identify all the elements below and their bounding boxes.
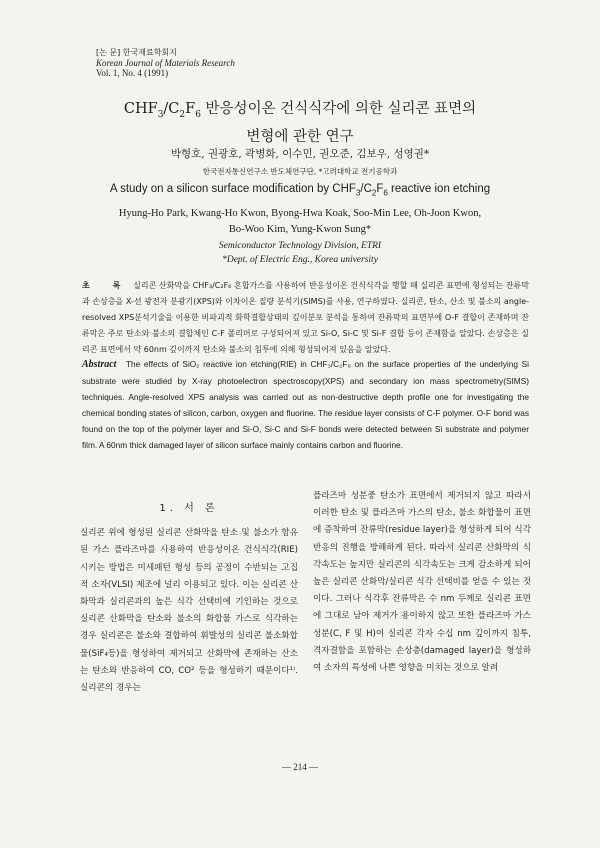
abstract-english (82, 356, 529, 453)
body-text-left: 실리콘 위에 형성된 실리콘 산화막을 탄소 및 불소가 함유된 가스 플라즈마를 사용하여 반응성이온 건식식각(RIE) 시키는 방법은 미세패턴 형성 등의 공정이 수반되는 고집적 소자(VLSI) 제조에 널리 이용되고 있다. 이는 실리콘 산화막과 실리콘과의 높은 식각 선택비에 기인하는 것으로 실리콘 산화막을 탄소와 불소의 화합물 가스로 식각하는 경우 실리콘은 불소와 결합하여 휘발성의 실리콘 불소화합물(SiF₄등)을 형성하여 제거되고 산화막에 존재하는 산소는 탄소와 반응하여 CO, CO² 등을 형성하기 때문이다¹⁾. 실리콘의 경우는 (80, 528, 298, 694)
title-korean (0, 98, 600, 148)
section-heading-introduction: 1. 서 론 (159, 503, 219, 514)
authors-korean: 박형호, 권광호, 곽병화, 이수민, 권오준, 김보우, 성영권* (170, 148, 430, 160)
journal-name: Korean Journal of Materials Research (96, 58, 235, 68)
title-korean-line2: 변형에 관한 연구 (246, 128, 354, 145)
authors-english: Hyung-Ho Park, Kwang-Ho Kwon, Byong-Hwa Koak, Soo-Min Lee, Oh-Joon Kwon, Bo-Woo Kim, Yung-Kwon Sung* (118, 208, 482, 235)
article-type: [논 문] 한국재료학회지 (96, 48, 177, 57)
body-column-right (313, 488, 531, 677)
journal-volume: Vol. 1, No. 4 (1991) (96, 68, 169, 78)
abstract-korean-text: 실리콘 산화막을 CHF₃/C₂F₆ 혼합가스를 사용하여 반응성이온 건식식각을 행할 때 실리콘 표면에 형성되는 잔류막과 손상층을 X-선 광전자 분광기(XPS)와 이차이온 질량 분석기(SIMS)를 사용, 연구하였다. 실리콘, 탄소, 산소 및 불소의 angle-resolved XPS분석기술을 이용한 비파괴적 화학결합상태의 깊이분포 분석을 통하여 잔류막의 표면부에 O-F 결합이 존재하며 잔류막은 주로 탄소와 불소의 결합체인 C-F 폴리머로 구성되어져 있고 Si-O, Si-C 및 Si-F 결합 등이 존재함을 알았다. 손상층은 실리콘 표면에서 약 60nm 깊이까지 탄소와 불소의 침투에 의해 형성되어져 있음을 알았다. (82, 281, 529, 354)
affiliation-korean: 한국전자통신연구소 반도체연구단, *고려대학교 전기공학과 (202, 167, 398, 176)
title-english: A study on a silicon surface modification by $CHF_3/C_2F_6$ reactive ion etching (109, 183, 491, 198)
abstract-korean-label: 초 록 (82, 281, 131, 290)
abstract-english-label: Abstract (82, 359, 117, 370)
abstract-korean (82, 278, 529, 358)
abstract-english-text: The effects of SiO₂ reactive ion etching(RIE) in CHF₃/C₂F₆ on the surface properties of the underlying Si substrate were studied by X-ray photoelectron spectroscopy(XPS) and secondary ion mass spectrometry(SIMS) techniques. Angle-resolved XPS analysis was carried out as non-destructive depth profile one for investigating the chemical bonding states of silicon, carbon, oxygen and fluorine. The residue layer consists of C-F polymer. O-F bond was found on the top of the polymer layer and Si-O, Si-C and Si-F bonds were detected between Si substrate and polymer film. A 60nm thick damaged layer of silicon surface mainly contains carbon and fluorine. (82, 359, 530, 450)
page-number: — 214 — (282, 762, 318, 772)
affiliation-english: Semiconductor Technology Division, ETRI *Dept. of Electric Eng., Korea university (218, 241, 382, 265)
journal-header (96, 48, 235, 78)
body-column-left (80, 500, 298, 697)
body-text-right: 플라즈마 성분중 탄소가 표면에서 제거되지 않고 따라서 이러한 탄소 및 플라즈마 가스의 탄소, 불소 화합물이 표면에 증착하여 잔류막(residue layer)을 형성하게 되어 식각반응의 진행을 방해하게 된다. 따라서 실리콘 산화막의 식각속도는 높지만 실리콘의 식각속도는 크게 감소하게 되어 높은 실리콘 산화막/실리콘 식각 선택비를 얻을 수 있는 것이다. 그러나 식각후 잔류막은 수 nm 두께로 실리콘 표면에 그대로 남아 제거가 용이하지 않고 또한 플라즈마 가스 성분(C, F 및 H)이 실리콘 각자 수십 nm 깊이까지 침투, 격자결함을 포함하는 손상층(damaged layer)을 형성하여 소자의 특성에 나쁜 영향을 미치는 것으로 알려 (313, 491, 531, 674)
title-korean-line1: $CHF_3/C_2F_6$ 반응성이온 건식식각에 의한 실리콘 표면의 (123, 101, 477, 120)
